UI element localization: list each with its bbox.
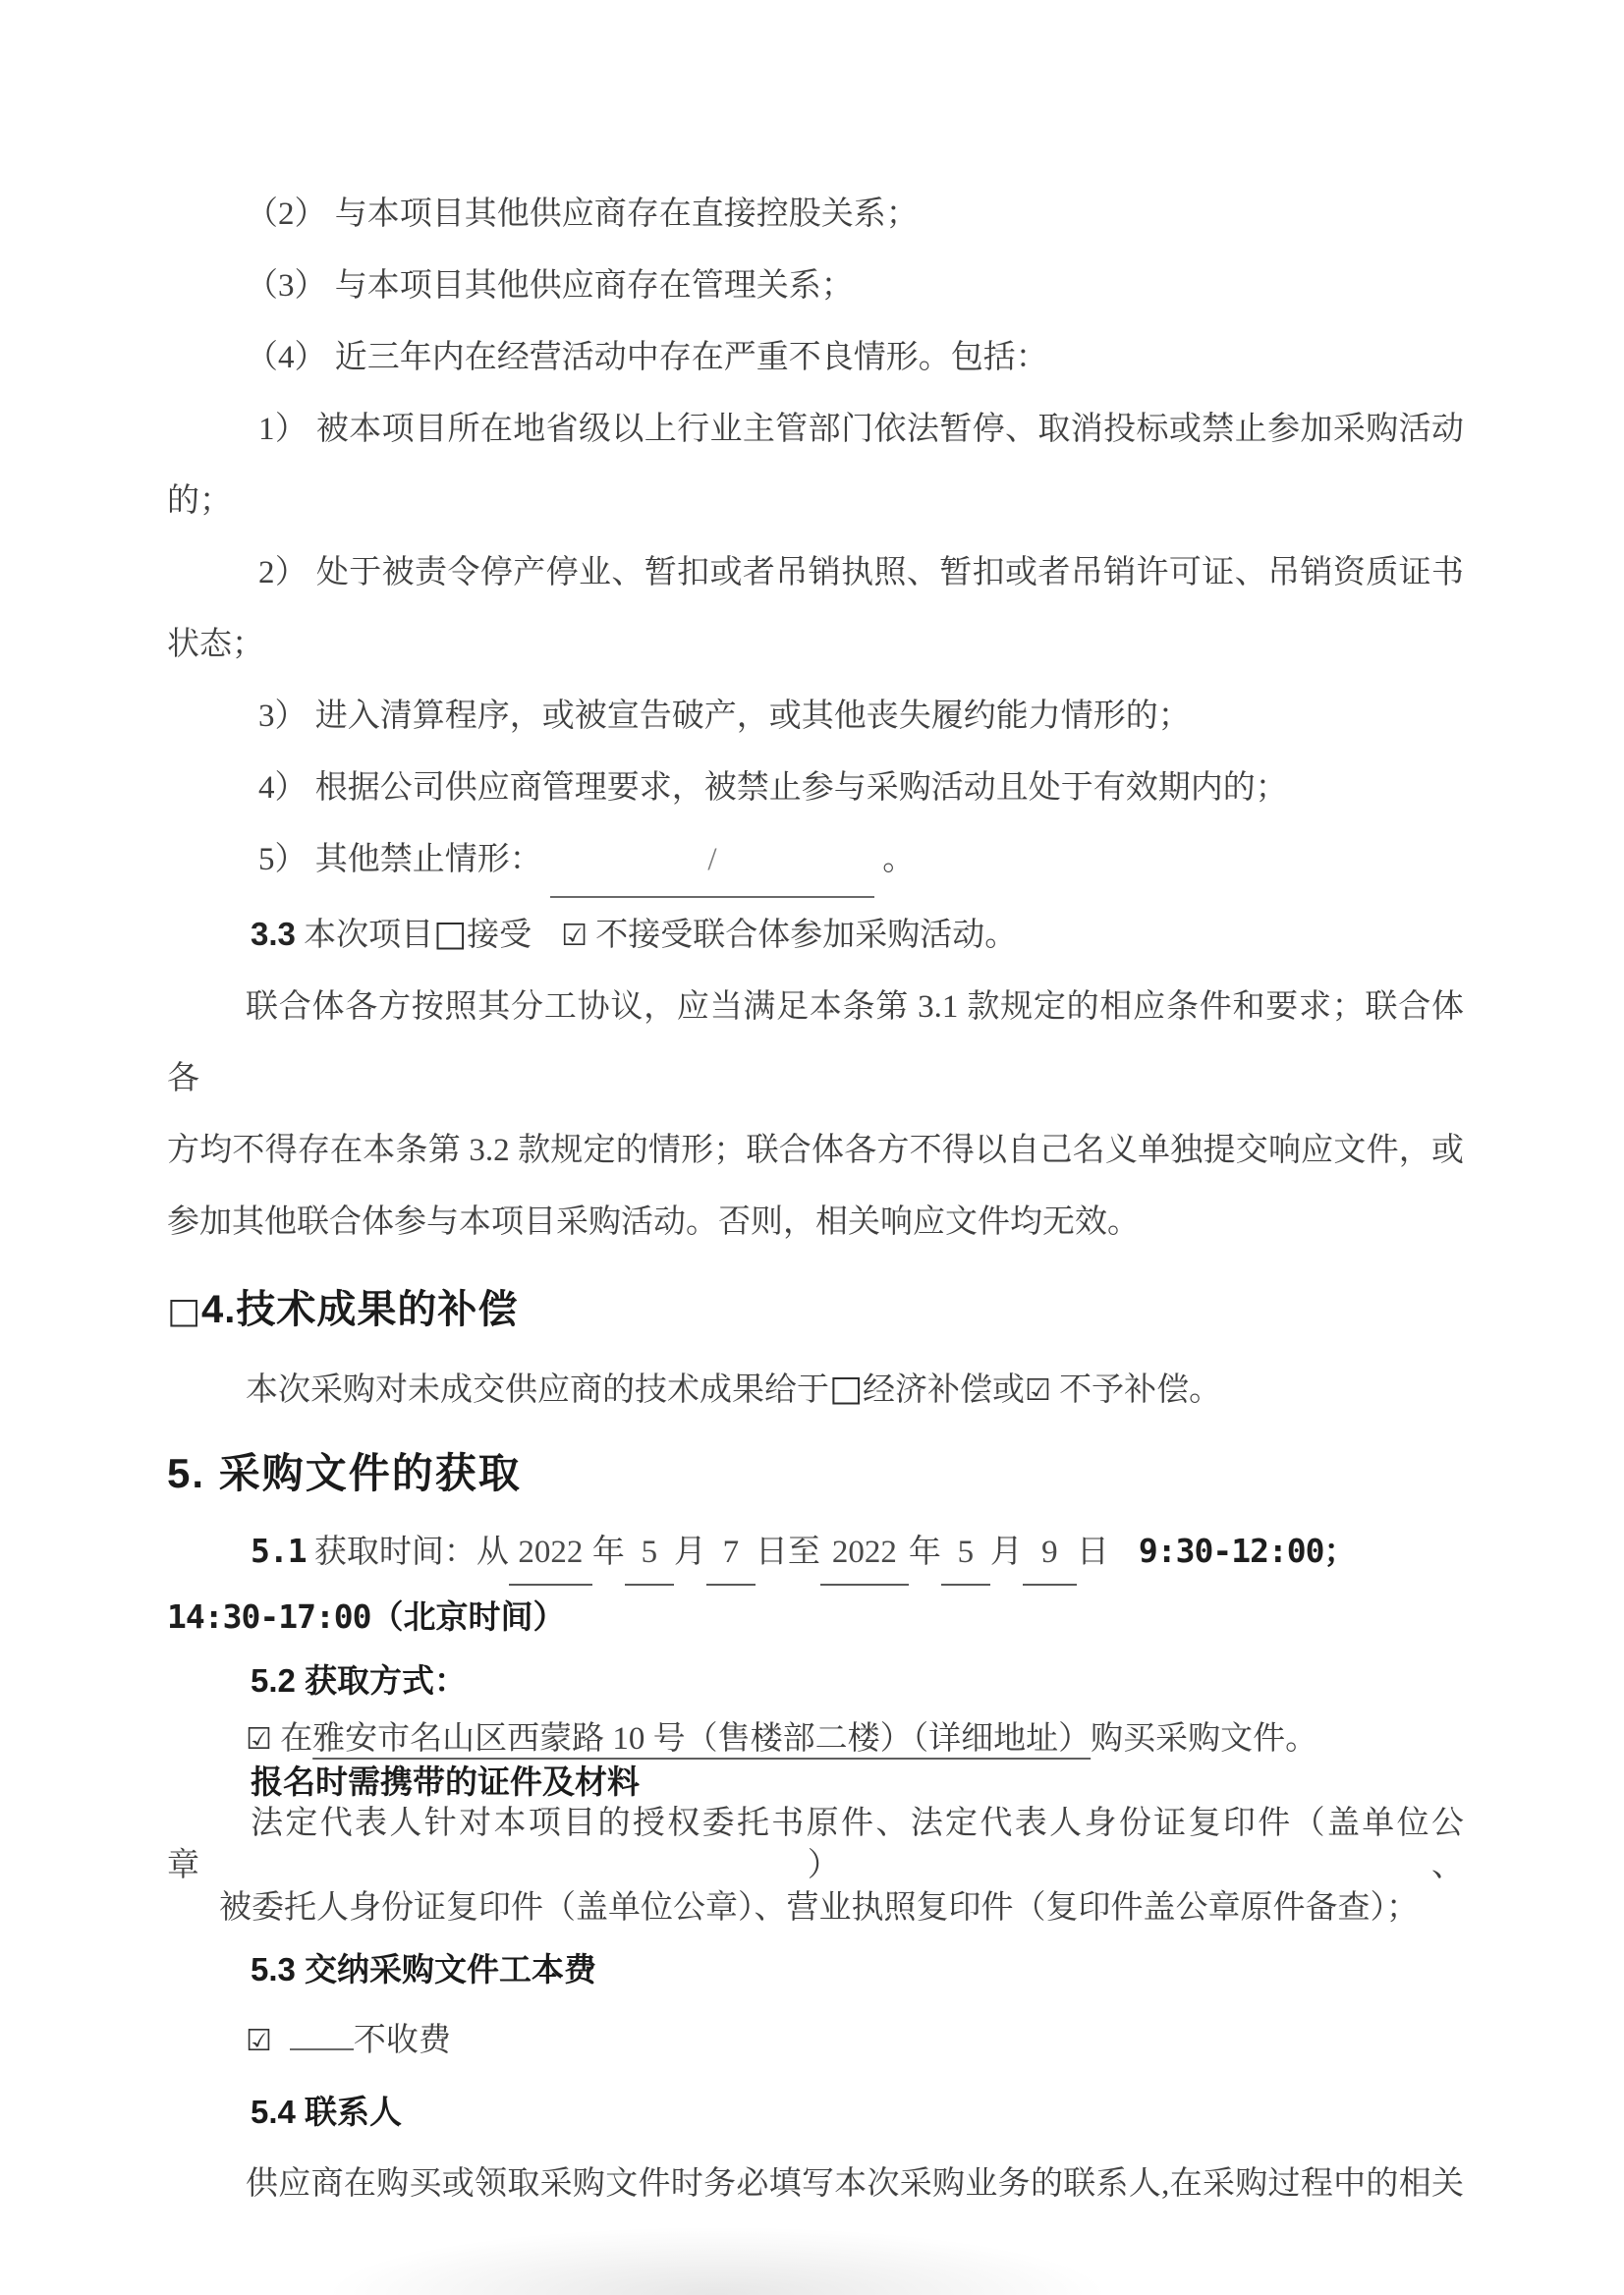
time-range-afternoon: 14:30-17:00 — [167, 1597, 371, 1636]
materials-line2: 被委托人身份证复印件（盖单位公章）、营业执照复印件（复印件盖公章原件备查）； — [219, 1890, 1419, 1926]
clause-5-2-heading: 5.2 获取方式： — [251, 1662, 468, 1699]
section4-heading-checkbox-icon: □ — [167, 1291, 202, 1331]
jv-paragraph-line2: 方均不得存在本条第 3.2 款规定的情形；联合体各方不得以自己名义单独提交响应文件，或 — [167, 1133, 1464, 1168]
sub-item-4: 4） 根据公司供应商管理要求，被禁止参与采购活动且处于有效期内的； — [258, 770, 1288, 806]
address-pre: 在 — [271, 1721, 313, 1757]
document-body — [167, 179, 1464, 2220]
section4-heading-text: 4.技术成果的补偿 — [201, 1288, 519, 1331]
sub-item-5-label: 5） 其他禁止情形： — [258, 842, 542, 877]
unit-year2: 年 — [908, 1535, 941, 1570]
section4-body-text1: 本次采购对未成交供应商的技术成果给于 — [246, 1372, 829, 1408]
clause-5-4-body: 供应商在购买或领取采购文件时务必填写本次采购业务的联系人,在采购过程中的相关 — [246, 2166, 1464, 2202]
sub-item-5 — [167, 824, 1464, 898]
clause-5-1-line2 — [167, 1586, 1464, 1650]
fill-in-month-from: 5 — [625, 1521, 674, 1586]
list-item-2: （2） 与本项目其他供应商存在直接控股关系； — [246, 196, 919, 232]
accept-label: 接受 — [467, 918, 532, 953]
clause-5-3-option — [167, 2009, 1464, 2073]
registration-materials-heading: 报名时需携带的证件及材料 — [251, 1763, 640, 1800]
clause-3-3-number: 3.3 — [251, 916, 296, 952]
section4-body-text3: 不予补偿。 — [1050, 1372, 1222, 1408]
sub-item-3: 3） 进入清算程序，或被宣告破产，或其他丧失履约能力情形的； — [258, 699, 1191, 734]
fill-in-blank-fee — [290, 2048, 354, 2050]
section4-heading — [167, 1268, 1464, 1353]
section4-body-text2: 经济补偿或 — [863, 1372, 1026, 1408]
sub-item-1-line2: 的； — [167, 483, 232, 519]
materials-line1: 法定代表人针对本项目的授权委托书原件、法定代表人身份证复印件（盖单位公章）、 — [167, 1806, 1464, 1883]
clause-3-3-text: 本次项目 — [295, 918, 434, 953]
checkbox-reject-checked-icon: ☑ — [561, 919, 588, 953]
sub-item-2-line1: 2） 处于被责令停产停业、暂扣或者吊销执照、暂扣或者吊销许可证、吊销资质证书 — [258, 555, 1464, 590]
beijing-time-label: （北京时间） — [370, 1598, 566, 1635]
clause-5-3-heading: 5.3 交纳采购文件工本费 — [251, 1951, 597, 1987]
clause-5-1-number: 5.1 — [251, 1532, 307, 1570]
checkbox-accept-unchecked-icon: □ — [433, 914, 468, 954]
fill-in-month-to: 5 — [941, 1521, 990, 1586]
unit-month1: 月 — [673, 1535, 706, 1570]
checkbox-economic-comp-unchecked-icon: □ — [829, 1369, 864, 1409]
jv-paragraph-line3: 参加其他联合体参与本项目采购活动。否则，相关响应文件均无效。 — [167, 1204, 1140, 1240]
sub-item-5-period: 。 — [882, 842, 916, 877]
address-post: 购买采购文件。 — [1091, 1721, 1318, 1757]
checkbox-no-comp-checked-icon: ☑ — [1025, 1373, 1051, 1408]
checkbox-address-checked-icon: ☑ — [246, 1722, 272, 1757]
fill-in-blank-other-cases: / — [550, 824, 874, 898]
list-item-3: （3） 与本项目其他供应商存在管理关系； — [246, 268, 854, 304]
sub-item-2-line2: 状态； — [167, 627, 264, 662]
fill-in-day-from: 7 — [706, 1521, 756, 1586]
list-item-4: （4） 近三年内在经营活动中存在严重不良情形。包括： — [246, 340, 1048, 375]
fill-in-year-from: 2022 — [509, 1521, 592, 1586]
sub-item-1-line1: 1） 被本项目所在地省级以上行业主管部门依法暂停、取消投标或禁止参加采购活动 — [258, 412, 1464, 447]
unit-day-to: 日至 — [755, 1535, 820, 1570]
jv-paragraph-line1: 联合体各方按照其分工协议，应当满足本条第 3.1 款规定的相应条件和要求；联合体各 — [167, 989, 1464, 1096]
clause-5-1 — [167, 1520, 1464, 1586]
no-fee-label: 不收费 — [353, 2023, 451, 2058]
clause-3-3 — [167, 898, 1464, 972]
section5-heading: 5. 采购文件的获取 — [167, 1450, 522, 1496]
unit-month2: 月 — [989, 1535, 1023, 1570]
clause-5-4-heading: 5.4 联系人 — [251, 2094, 403, 2130]
reject-label: 不接受联合体参加采购活动。 — [588, 918, 1018, 953]
clause-5-1-label: 获取时间：从 — [306, 1535, 509, 1570]
purchase-address: 雅安市名山区西蒙路 10 号（售楼部二楼）（详细地址） — [312, 1721, 1092, 1757]
time-range-morning: 9:30-12:00； — [1138, 1532, 1356, 1570]
section4-body — [167, 1353, 1464, 1427]
unit-year1: 年 — [591, 1535, 625, 1570]
scan-shadow — [324, 2226, 1110, 2295]
fill-in-year-to: 2022 — [820, 1521, 909, 1586]
unit-day2: 日 — [1076, 1535, 1109, 1570]
clause-5-2-address-line — [167, 1718, 1464, 1761]
checkbox-free-checked-icon: ☑ — [246, 2024, 272, 2058]
fill-in-day-to-value: 9 — [1023, 1521, 1077, 1586]
